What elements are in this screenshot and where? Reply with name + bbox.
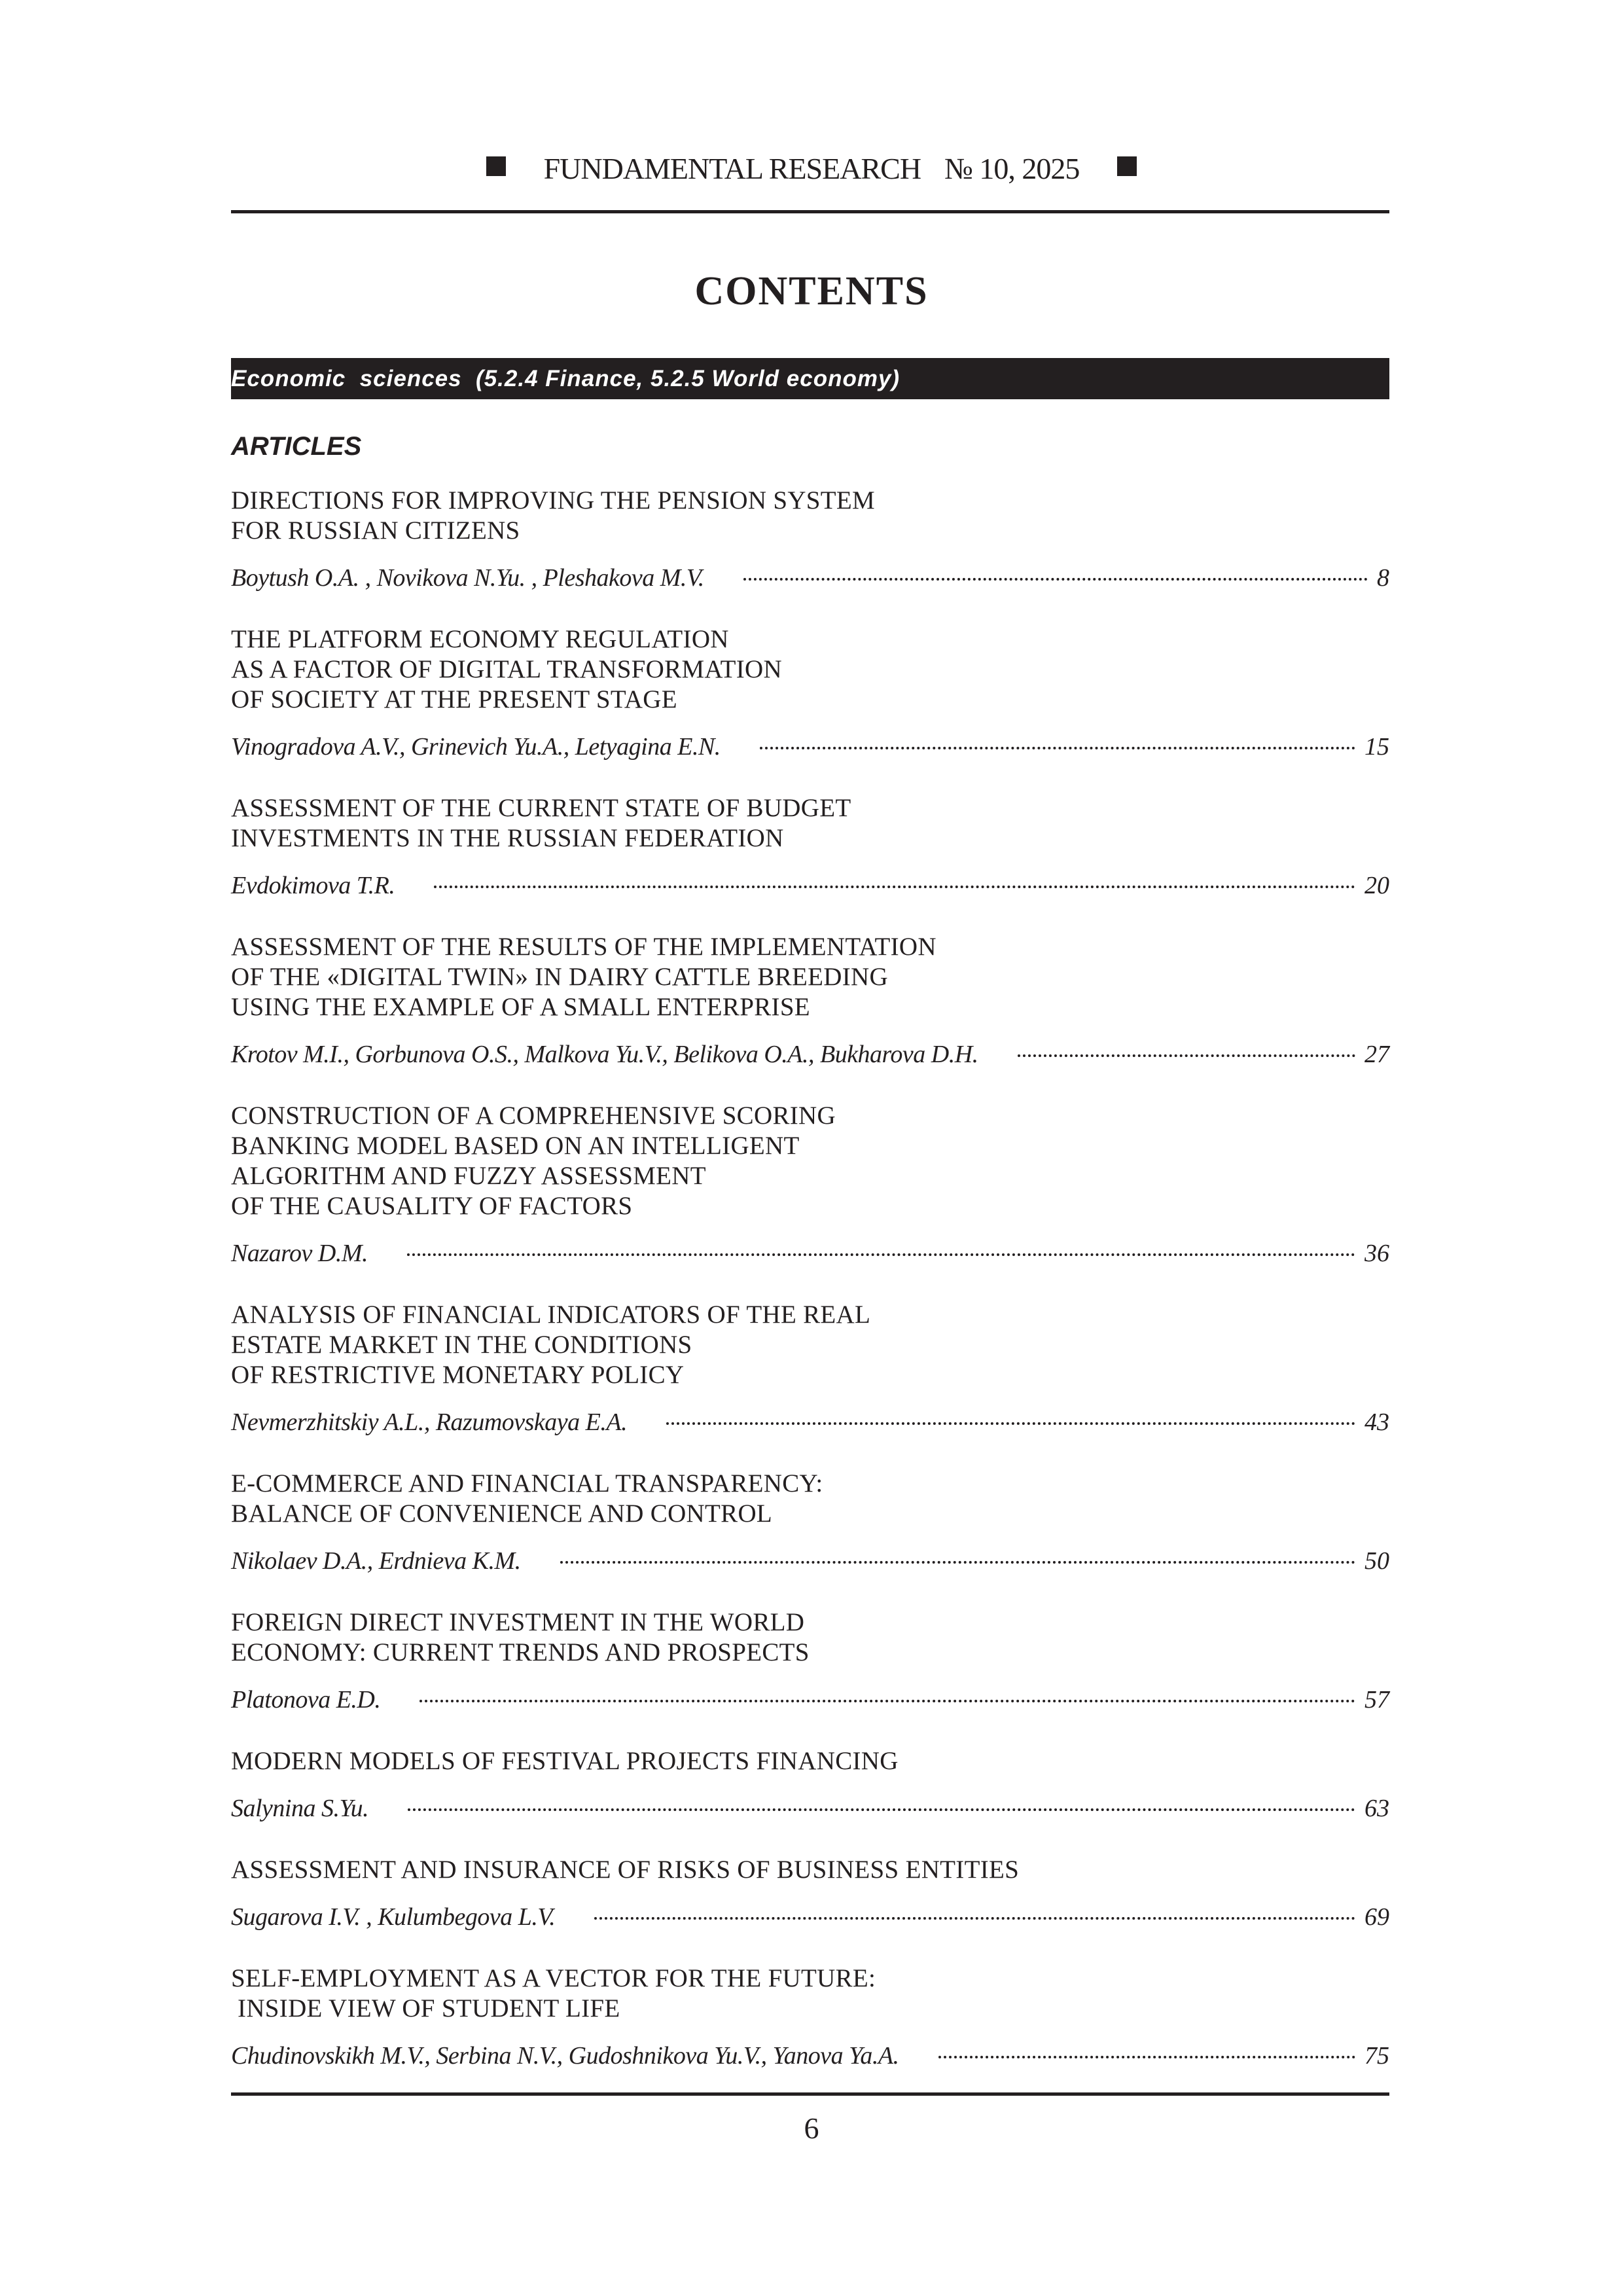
page-number: 6 [804,2111,819,2145]
entry-title: CONSTRUCTION OF A COMPREHENSIVE SCORING BANKING MODEL BASED ON AN INTELLIGENT ALGORITHM AND FUZZY ASSESSMENT OF THE CAUSALITY OF FACTORS [231,1102,836,1220]
journal-name: FUNDAMENTAL RESEARCH [543,152,921,185]
entry-authors-line [231,1039,1389,1069]
entry-page: 50 [1364,1547,1389,1575]
entry-authors: Krotov M.I., Gorbunova O.S., Malkova Yu.V., Belikova O.A., Bukharova D.H. [231,1041,978,1068]
dot-leader [743,578,1368,581]
entry-authors: Nevmerzhitskiy A.L., Razumovskaya E.A. [231,1408,628,1436]
entry-page: 43 [1364,1408,1389,1436]
dot-leader [560,1561,1355,1564]
entry-title: FOREIGN DIRECT INVESTMENT IN THE WORLD ECONOMY: CURRENT TRENDS AND PROSPECTS [231,1608,810,1666]
entry-authors: Salynina S.Yu. [231,1795,369,1822]
toc-entry[interactable] [231,1607,1389,1715]
entry-authors-line [231,732,1389,762]
toc-entry[interactable] [231,793,1389,901]
issue-number: № 10, 2025 [944,152,1080,185]
entry-title: THE PLATFORM ECONOMY REGULATION AS A FACTOR OF DIGITAL TRANSFORMATION OF SOCIETY AT THE PRESENT STAGE [231,625,782,713]
entry-page: 69 [1364,1903,1389,1931]
toc-entry[interactable] [231,1855,1389,1932]
entry-page: 57 [1364,1686,1389,1713]
toc-entry[interactable] [231,932,1389,1069]
entry-authors-line [231,1407,1389,1437]
entry-page: 20 [1364,872,1389,899]
entry-authors-line [231,1685,1389,1715]
entry-title: SELF-EMPLOYMENT AS A VECTOR FOR THE FUTURE: INSIDE VIEW OF STUDENT LIFE [231,1964,876,2022]
entry-authors-line [231,2041,1389,2071]
section-banner: Economic sciences (5.2.4 Finance, 5.2.5 World economy) [231,358,1389,399]
entry-authors: Nikolaev D.A., Erdnieva K.M. [231,1547,521,1575]
toc-entry[interactable] [231,624,1389,762]
entry-page: 36 [1364,1240,1389,1267]
contents-list [231,486,1389,2102]
page-title: CONTENTS [694,269,929,314]
dot-leader [1018,1054,1355,1057]
dot-leader [760,747,1355,749]
entry-authors-line [231,1546,1389,1576]
entry-authors: Vinogradova A.V., Grinevich Yu.A., Letyagina E.N. [231,733,721,761]
entry-title: ANALYSIS OF FINANCIAL INDICATORS OF THE REAL ESTATE MARKET IN THE CONDITIONS OF RESTRICTIVE MONETARY POLICY [231,1300,871,1389]
toc-entry[interactable] [231,1746,1389,1823]
square-bullet-icon [486,156,506,176]
toc-entry[interactable] [231,486,1389,593]
dot-leader [419,1700,1355,1702]
entry-title: MODERN MODELS OF FESTIVAL PROJECTS FINANCING [231,1747,899,1775]
square-bullet-icon [1117,156,1137,176]
entry-authors-line [231,1238,1389,1268]
toc-entry[interactable] [231,1964,1389,2071]
entry-authors: Platonova E.D. [231,1686,381,1713]
entry-authors-line [231,1902,1389,1932]
entry-page: 27 [1364,1041,1389,1068]
dot-leader [938,2056,1355,2058]
dot-leader [666,1422,1355,1425]
subsection-heading: ARTICLES [231,432,362,461]
running-header [0,149,1623,188]
entry-authors: Evdokimova T.R. [231,872,395,899]
dot-leader [408,1808,1355,1811]
toc-entry[interactable] [231,1469,1389,1576]
entry-authors: Nazarov D.M. [231,1240,368,1267]
dot-leader [434,886,1355,888]
footer-rule [231,2092,1389,2096]
toc-entry[interactable] [231,1300,1389,1437]
entry-authors-line [231,870,1389,901]
entry-page: 75 [1364,2042,1389,2070]
entry-authors: Chudinovskikh M.V., Serbina N.V., Gudoshnikova Yu.V., Yanova Ya.A. [231,2042,899,2070]
entry-page: 15 [1364,733,1389,761]
toc-entry[interactable] [231,1101,1389,1268]
entry-title: ASSESSMENT OF THE CURRENT STATE OF BUDGET INVESTMENTS IN THE RUSSIAN FEDERATION [231,794,851,852]
header-rule [231,210,1389,213]
entry-title: ASSESSMENT AND INSURANCE OF RISKS OF BUSINESS ENTITIES [231,1856,1020,1884]
entry-page: 63 [1364,1795,1389,1822]
entry-authors-line [231,1793,1389,1823]
entry-page: 8 [1377,564,1389,592]
entry-authors: Boytush O.A. , Novikova N.Yu. , Pleshakova M.V. [231,564,704,592]
entry-title: E-COMMERCE AND FINANCIAL TRANSPARENCY: BALANCE OF CONVENIENCE AND CONTROL [231,1469,823,1528]
entry-title: DIRECTIONS FOR IMPROVING THE PENSION SYSTEM FOR RUSSIAN CITIZENS [231,486,876,545]
dot-leader [594,1917,1355,1920]
entry-authors-line [231,563,1389,593]
entry-authors: Sugarova I.V. , Kulumbegova L.V. [231,1903,556,1931]
dot-leader [407,1253,1355,1256]
entry-title: ASSESSMENT OF THE RESULTS OF THE IMPLEMENTATION OF THE «DIGITAL TWIN» IN DAIRY CATTLE BREEDING USING THE EXAMPLE OF A SMALL ENTERPRISE [231,933,936,1021]
